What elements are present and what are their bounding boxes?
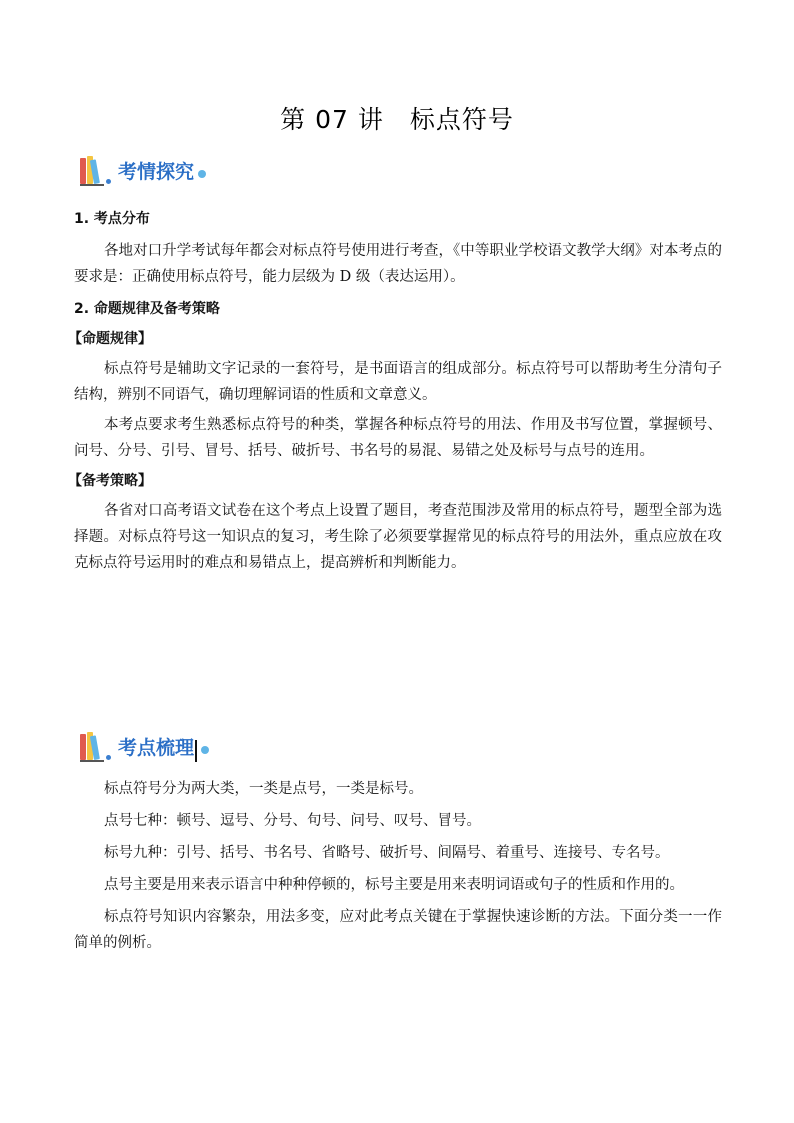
heading-kaodian-fenbu: 1. 考点分布 xyxy=(74,211,150,227)
paragraph: 点号主要是用来表示语言中种种停顿的，标号主要是用来表明词语或句子的性质和作用的。 xyxy=(104,877,684,893)
section-dot-icon xyxy=(198,170,206,178)
books-icon xyxy=(80,732,114,762)
paragraph: 各地对口升学考试每年都会对标点符号使用进行考查，《中等职业学校语文教学大纲》对本考点的要求是：正确使用标点符号，能力层级为 D 级（表达运用）。 xyxy=(74,243,722,285)
paragraph: 本考点要求考生熟悉标点符号的种类，掌握各种标点符号的用法、作用及书写位置，掌握顿号、问号、分号、引号、冒号、括号、破折号、书名号的易混、易错之处及标号与点号的连用。 xyxy=(74,417,722,459)
section-header-kaodian-shuli xyxy=(80,728,209,762)
section-label: 考情探究 xyxy=(118,161,195,183)
paragraph: 点号七种：顿号、逗号、分号、句号、问号、叹号、冒号。 xyxy=(104,813,481,829)
paragraph: 标点符号知识内容繁杂，用法多变，应对此考点关键在于掌握快速诊断的方法。下面分类一一作简单的例析。 xyxy=(74,909,722,951)
paragraph: 标点符号是辅助文字记录的一套符号，是书面语言的组成部分。标点符号可以帮助考生分清句子结构，辨别不同语气，确切理解词语的性质和文章意义。 xyxy=(74,361,722,403)
heading-mingti-guilv: 2. 命题规律及备考策略 xyxy=(74,301,220,317)
paragraph: 标点符号分为两大类，一类是点号，一类是标号。 xyxy=(104,781,423,797)
section1-body xyxy=(68,206,722,576)
subheading-beikao-celue: 【备考策略】 xyxy=(68,473,152,489)
page-title: 第 07 讲 标点符号 xyxy=(280,105,514,134)
section-dot-icon xyxy=(201,746,209,754)
subheading-mingti-guilv: 【命题规律】 xyxy=(68,331,152,347)
section-label: 考点梳理 xyxy=(118,737,195,759)
books-icon xyxy=(80,156,114,186)
text-cursor xyxy=(195,740,197,762)
paragraph: 标号九种：引号、括号、书名号、省略号、破折号、间隔号、着重号、连接号、专名号。 xyxy=(104,845,670,861)
section-header-kaoqing xyxy=(80,152,206,186)
section2-body xyxy=(74,776,722,956)
paragraph: 各省对口高考语文试卷在这个考点上设置了题目，考查范围涉及常用的标点符号，题型全部为选择题。对标点符号这一知识点的复习，考生除了必须要掌握常见的标点符号的用法外，重点应放在攻克标点符号运用时的难点和易错点上，提高辨析和判断能力。 xyxy=(74,503,722,571)
